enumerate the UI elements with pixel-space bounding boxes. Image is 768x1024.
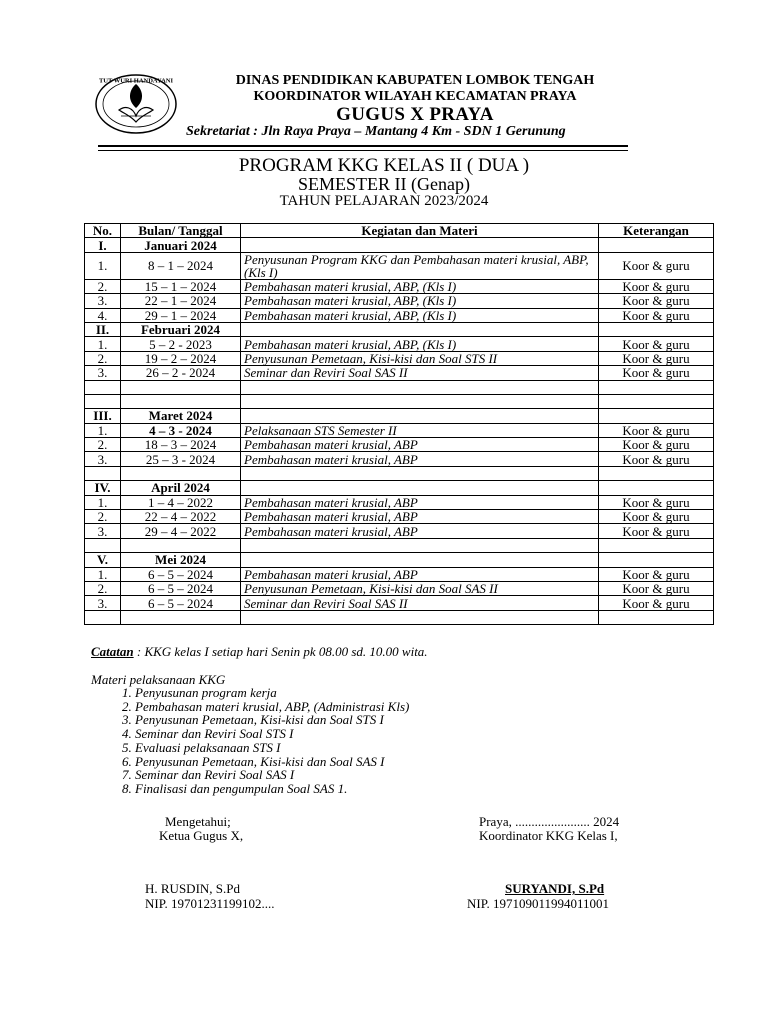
- materi-item: 1. Penyusunan program kerja: [135, 686, 595, 700]
- row-date: Mei 2024: [121, 553, 241, 567]
- note-text: : KKG kelas I setiap hari Senin pk 08.00 sd. 10.00 wita.: [133, 644, 428, 659]
- materi-item: 7. Seminar dan Reviri Soal SAS I: [135, 768, 595, 782]
- table-row: [85, 252, 714, 279]
- row-note: Koor & guru: [599, 452, 714, 466]
- row-note: Koor & guru: [599, 423, 714, 437]
- sign-left-line2: Ketua Gugus X,: [159, 828, 244, 843]
- sign-right-place-date: Praya, ....................... 2024: [479, 814, 620, 829]
- table-row: [85, 495, 714, 509]
- row-note: Koor & guru: [599, 567, 714, 581]
- row-note: [599, 322, 714, 336]
- row-activity: Seminar dan Reviri Soal SAS II: [241, 596, 599, 610]
- row-number: 1.: [85, 567, 121, 581]
- table-row: [85, 438, 714, 452]
- row-activity: Pembahasan materi krusial, ABP, (Kls I): [241, 279, 599, 293]
- row-note: Koor & guru: [599, 581, 714, 595]
- row-activity: [241, 466, 599, 480]
- row-activity: [241, 538, 599, 552]
- table-row: [85, 366, 714, 380]
- table-header-row: [85, 224, 714, 238]
- note-label: Catatan: [91, 644, 134, 659]
- blank-row: [85, 394, 714, 408]
- row-note: Koor & guru: [599, 279, 714, 293]
- row-number: III.: [85, 409, 121, 423]
- row-activity: [241, 481, 599, 495]
- letterhead-rule-thick: [98, 145, 628, 147]
- row-number: 1.: [85, 495, 121, 509]
- program-title: PROGRAM KKG KELAS II ( DUA ): [238, 155, 530, 176]
- row-date: 8 – 1 – 2024: [121, 252, 241, 279]
- row-activity: Pembahasan materi krusial, ABP: [241, 495, 599, 509]
- row-number: 3.: [85, 524, 121, 538]
- row-date: Februari 2024: [121, 322, 241, 336]
- row-number: [85, 538, 121, 552]
- materi-item: 8. Finalisasi dan pengumpulan Soal SAS 1.: [135, 782, 595, 796]
- row-date: [121, 380, 241, 394]
- row-activity: Penyusunan Program KKG dan Pembahasan materi krusial, ABP, (Kls I): [241, 252, 599, 279]
- row-date: 19 – 2 – 2024: [121, 351, 241, 365]
- blank-row: [85, 380, 714, 394]
- month-row: [85, 322, 714, 336]
- row-note: [599, 481, 714, 495]
- row-note: [599, 466, 714, 480]
- row-number: 3.: [85, 452, 121, 466]
- row-note: Koor & guru: [599, 438, 714, 452]
- row-number: [85, 394, 121, 408]
- materi-title: Materi pelaksanaan KKG: [91, 672, 226, 687]
- row-date: Maret 2024: [121, 409, 241, 423]
- table-row: [85, 351, 714, 365]
- row-activity: Pembahasan materi krusial, ABP: [241, 452, 599, 466]
- row-number: II.: [85, 322, 121, 336]
- row-number: 1.: [85, 252, 121, 279]
- row-note: [599, 238, 714, 252]
- column-header-no: No.: [85, 224, 121, 238]
- row-note: Koor & guru: [599, 495, 714, 509]
- row-number: 2.: [85, 351, 121, 365]
- month-row: [85, 553, 714, 567]
- row-date: 29 – 4 – 2022: [121, 524, 241, 538]
- row-date: April 2024: [121, 481, 241, 495]
- row-activity: Pembahasan materi krusial, ABP: [241, 524, 599, 538]
- row-activity: Pelaksanaan STS Semester II: [241, 423, 599, 437]
- row-note: Koor & guru: [599, 351, 714, 365]
- row-note: [599, 394, 714, 408]
- row-note: Koor & guru: [599, 366, 714, 380]
- row-number: V.: [85, 553, 121, 567]
- month-row: [85, 481, 714, 495]
- month-row: [85, 238, 714, 252]
- school-year-title: TAHUN PELAJARAN 2023/2024: [279, 193, 489, 209]
- row-number: 3.: [85, 366, 121, 380]
- column-header-note: Keterangan: [599, 224, 714, 238]
- row-note: [599, 610, 714, 624]
- materi-item: 6. Penyusunan Pemetaan, Kisi-kisi dan Soal SAS I: [135, 755, 595, 769]
- row-number: 2.: [85, 510, 121, 524]
- row-note: [599, 380, 714, 394]
- letterhead-rule-thin: [98, 150, 628, 151]
- sign-left-name: H. RUSDIN, S.Pd: [145, 881, 240, 896]
- row-activity: [241, 394, 599, 408]
- row-date: 6 – 5 – 2024: [121, 567, 241, 581]
- materi-item: 5. Evaluasi pelaksanaan STS I: [135, 741, 595, 755]
- row-note: Koor & guru: [599, 510, 714, 524]
- table-row: [85, 294, 714, 308]
- row-note: Koor & guru: [599, 294, 714, 308]
- materi-item: 3. Penyusunan Pemetaan, Kisi-kisi dan Soal STS I: [135, 713, 595, 727]
- row-activity: Penyusunan Pemetaan, Kisi-kisi dan Soal STS II: [241, 351, 599, 365]
- row-number: I.: [85, 238, 121, 252]
- row-date: 22 – 4 – 2022: [121, 510, 241, 524]
- row-date: 6 – 5 – 2024: [121, 581, 241, 595]
- table-row: [85, 596, 714, 610]
- row-number: [85, 380, 121, 394]
- row-note: Koor & guru: [599, 596, 714, 610]
- row-note: Koor & guru: [599, 524, 714, 538]
- row-note: [599, 553, 714, 567]
- cluster-name: GUGUS X PRAYA: [336, 104, 494, 125]
- logo-lettering: TUT WURI HANDAYANI: [98, 77, 174, 85]
- column-header-date: Bulan/ Tanggal: [121, 224, 241, 238]
- row-date: [121, 610, 241, 624]
- row-date: Januari 2024: [121, 238, 241, 252]
- row-number: 4.: [85, 308, 121, 322]
- table-row: [85, 337, 714, 351]
- semester-title: SEMESTER II (Genap): [298, 174, 470, 194]
- row-date: 5 – 2 - 2023: [121, 337, 241, 351]
- sign-right-name: SURYANDI, S.Pd: [505, 881, 605, 896]
- table-row: [85, 567, 714, 581]
- row-date: [121, 538, 241, 552]
- agency-name: DINAS PENDIDIKAN KABUPATEN LOMBOK TENGAH: [235, 73, 595, 88]
- table-row: [85, 510, 714, 524]
- row-note: [599, 538, 714, 552]
- table-row: [85, 581, 714, 595]
- row-number: 2.: [85, 581, 121, 595]
- row-activity: [241, 380, 599, 394]
- row-date: 18 – 3 – 2024: [121, 438, 241, 452]
- note: [91, 644, 428, 660]
- sign-right-title: Koordinator KKG Kelas I,: [479, 828, 618, 843]
- table-row: [85, 423, 714, 437]
- row-activity: [241, 409, 599, 423]
- row-activity: [241, 610, 599, 624]
- schedule-table: [84, 223, 714, 625]
- month-row: [85, 409, 714, 423]
- row-date: 1 – 4 – 2022: [121, 495, 241, 509]
- row-activity: Penyusunan Pemetaan, Kisi-kisi dan Soal SAS II: [241, 581, 599, 595]
- materi-list: [91, 686, 595, 796]
- materi-item: 2. Pembahasan materi krusial, ABP, (Administrasi Kls): [135, 700, 595, 714]
- row-date: 25 – 3 - 2024: [121, 452, 241, 466]
- row-date: 4 – 3 - 2024: [121, 423, 241, 437]
- row-activity: [241, 553, 599, 567]
- row-note: Koor & guru: [599, 252, 714, 279]
- row-note: [599, 409, 714, 423]
- row-date: 6 – 5 – 2024: [121, 596, 241, 610]
- row-note: Koor & guru: [599, 337, 714, 351]
- table-row: [85, 524, 714, 538]
- row-number: [85, 466, 121, 480]
- row-number: 3.: [85, 294, 121, 308]
- row-note: Koor & guru: [599, 308, 714, 322]
- row-date: [121, 466, 241, 480]
- table-row: [85, 308, 714, 322]
- row-activity: Seminar dan Reviri Soal SAS II: [241, 366, 599, 380]
- row-number: 1.: [85, 337, 121, 351]
- blank-row: [85, 466, 714, 480]
- column-header-activity: Kegiatan dan Materi: [241, 224, 599, 238]
- sign-right-nip: NIP. 197109011994011001: [467, 896, 610, 911]
- row-activity: Pembahasan materi krusial, ABP: [241, 567, 599, 581]
- row-date: 26 – 2 - 2024: [121, 366, 241, 380]
- row-date: 22 – 1 – 2024: [121, 294, 241, 308]
- blank-row: [85, 538, 714, 552]
- row-number: [85, 610, 121, 624]
- row-date: 15 – 1 – 2024: [121, 279, 241, 293]
- row-number: 2.: [85, 279, 121, 293]
- secretariat-address: Sekretariat : Jln Raya Praya – Mantang 4 Km - SDN 1 Gerunung: [186, 124, 566, 139]
- materi-item: 4. Seminar dan Reviri Soal STS I: [135, 727, 595, 741]
- sign-left-line1: Mengetahui;: [165, 814, 231, 829]
- coordinator-name: KOORDINATOR WILAYAH KECAMATAN PRAYA: [253, 89, 577, 104]
- row-activity: Pembahasan materi krusial, ABP: [241, 438, 599, 452]
- row-activity: Pembahasan materi krusial, ABP: [241, 510, 599, 524]
- row-date: [121, 394, 241, 408]
- blank-row: [85, 610, 714, 624]
- row-date: 29 – 1 – 2024: [121, 308, 241, 322]
- table-row: [85, 279, 714, 293]
- row-number: 3.: [85, 596, 121, 610]
- row-activity: Pembahasan materi krusial, ABP, (Kls I): [241, 308, 599, 322]
- row-activity: [241, 322, 599, 336]
- row-activity: Pembahasan materi krusial, ABP, (Kls I): [241, 294, 599, 308]
- row-number: IV.: [85, 481, 121, 495]
- sign-left-nip: NIP. 19701231199102....: [145, 896, 275, 911]
- tut-wuri-handayani-logo: [93, 72, 179, 136]
- row-activity: [241, 238, 599, 252]
- row-activity: Pembahasan materi krusial, ABP, (Kls I): [241, 337, 599, 351]
- row-number: 1.: [85, 423, 121, 437]
- row-number: 2.: [85, 438, 121, 452]
- table-row: [85, 452, 714, 466]
